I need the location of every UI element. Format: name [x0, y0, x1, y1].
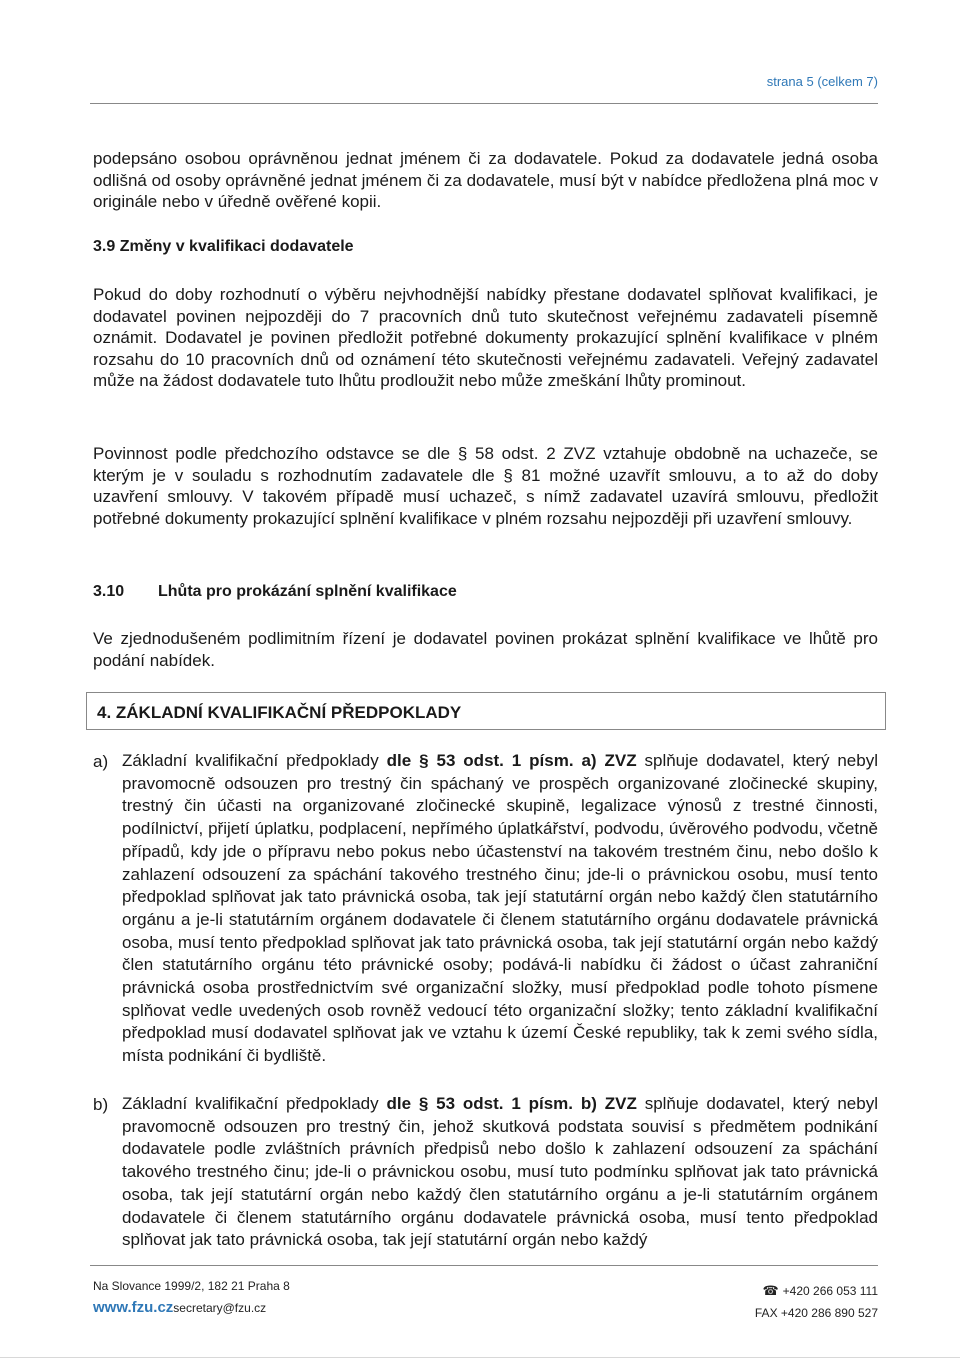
- subsection-3-10-paragraph: Ve zjednodušeném podlimitním řízení je dodavatel povinen prokázat splnění kvalifikace ve lhůtě pro podání nabídek.: [93, 629, 878, 670]
- item-b-reference: dle § 53 odst. 1 písm. b) ZVZ: [386, 1094, 637, 1113]
- footer-contacts: [93, 1299, 266, 1316]
- item-b-marker: b): [93, 1095, 109, 1114]
- subsection-3-9-paragraph-2: Povinnost podle předchozího odstavce se dle § 58 odst. 2 ZVZ vztahuje obdobně na uchazeče, se kterým je v souladu s rozhodnutím zadavatele dle § 81 možné uzavřít smlouvu, a to až do doby uzavření smlouvy. V takovém případě musí uchazeč, s nímž zadavatel uzavírá smlouvu, předložit potřebné dokumenty prokazující splnění kvalifikace v plném rozsahu nejpozději při uzavření smlouvy.: [93, 444, 878, 528]
- item-a-body: splňuje dodavatel, který nebyl pravomocně odsouzen pro trestný čin spáchaný ve prospěch organizované zločinecké skupiny, trestný čin účasti na organizované zločinecké skupině, legalizace výnosů z trestné činnosti, podílnictví, přijetí úplatku, podplacení, nepřímého úplatkářství, podvodu, úvěrového podvodu, včetně případů, kdy jde o přípravu nebo pokus nebo účastenství na takovém trestném činu, nebo došlo k zahlazení odsouzení za spáchání takového trestného činu; jde-li o právnickou osobu, musí tento předpoklad splňovat jak tato právnická osoba, tak její statutární orgán nebo každý člen statutárního orgánu a je-li statutárním orgánem dodavatele či členem statutárního orgánu dodavatele právnická osoba, musí tento předpoklad splňovat jak tato právnická osoba, tak její statutární orgán nebo každý člen statutárního orgánu této právnické osoby; podává-li nabídku či žádost o účast zahraniční právnická osoba prostřednictvím své organizační složky, musí předpoklad podle tohoto písmene splňovat vedle uvedených osob rovněž vedoucí této organizační složky; tento základní kvalifikační předpoklad musí dodavatel splňovat jak ve vztahu k území České republiky, tak k zemi svého sídla, místa podnikání či bydliště.: [122, 751, 878, 1066]
- subsection-3-10-number: 3.10: [93, 583, 125, 600]
- scan-edge-line: [0, 1357, 960, 1358]
- footer-address: Na Slovance 1999/2, 182 21 Praha 8: [93, 1279, 290, 1293]
- subsection-3-9-paragraph-1: Pokud do doby rozhodnutí o výběru nejvhodnější nabídky přestane dodavatel splňovat kvalifikaci, je dodavatel povinen nejpozději do 7 pracovních dnů tuto skutečnost veřejnému zadavateli písemně oznámit. Dodavatel je povinen předložit potřebné dokumenty prokazující splnění kvalifikace v plném rozsahu do 10 pracovních dnů od oznámení této skutečnosti veřejnému zadavateli. Veřejný zadavatel může na žádost dodavatele tuto lhůtu prodloužit nebo může zmeškání lhůty prominout.: [93, 285, 878, 390]
- footer-fax: FAX +420 286 890 527: [754, 1306, 878, 1320]
- item-b-lead: Základní kvalifikační předpoklady: [122, 1094, 387, 1113]
- telephone-icon: ☎: [762, 1283, 779, 1298]
- item-a-text: [122, 750, 878, 1068]
- intro-paragraph: podepsáno osobou oprávněnou jednat jménem či za dodavatele. Pokud za dodavatele jedná osoba odlišná od osoby oprávněné jednat jménem či za dodavatele, musí být v nabídce předložena plná moc v originále nebo v úředně ověřené kopii.: [93, 149, 878, 211]
- subsection-3-9-heading: 3.9 Změny v kvalifikaci dodavatele: [93, 238, 354, 255]
- subsection-3-10-title: Lhůta pro prokázání splnění kvalifikace: [158, 583, 457, 600]
- section-4-title: 4. ZÁKLADNÍ KVALIFIKAČNÍ PŘEDPOKLADY: [97, 703, 462, 722]
- footer-phone: [762, 1283, 878, 1299]
- item-b-text: [122, 1093, 878, 1252]
- footer-website-link[interactable]: www.fzu.cz: [93, 1299, 174, 1316]
- page-number: strana 5 (celkem 7): [766, 74, 878, 89]
- item-b-body: splňuje dodavatel, který nebyl pravomocně odsouzen pro trestný čin, jehož skutková podstata souvisí s předmětem podnikání dodavatele podle zvláštních právních předpisů nebo došlo k zahlazení odsouzení za spáchání takového trestného činu; jde-li o právnickou osobu, musí tuto podmínku splňovat jak tato právnická osoba, tak její statutární orgán nebo každý člen statutárního orgánu a je-li statutárním orgánem dodavatele či členem statutárního orgánu dodavatele právnická osoba, musí tento předpoklad splňovat jak tato právnická osoba, tak její statutární orgán nebo každý: [122, 1094, 878, 1250]
- item-a-reference: dle § 53 odst. 1 písm. a) ZVZ: [386, 751, 637, 770]
- footer-divider: [90, 1265, 878, 1266]
- item-a-lead: Základní kvalifikační předpoklady: [122, 751, 387, 770]
- footer-phone-number: +420 266 053 111: [782, 1284, 878, 1298]
- footer-email-link[interactable]: secretary@fzu.cz: [173, 1301, 267, 1315]
- item-a-marker: a): [93, 752, 109, 771]
- header-divider: [90, 103, 878, 104]
